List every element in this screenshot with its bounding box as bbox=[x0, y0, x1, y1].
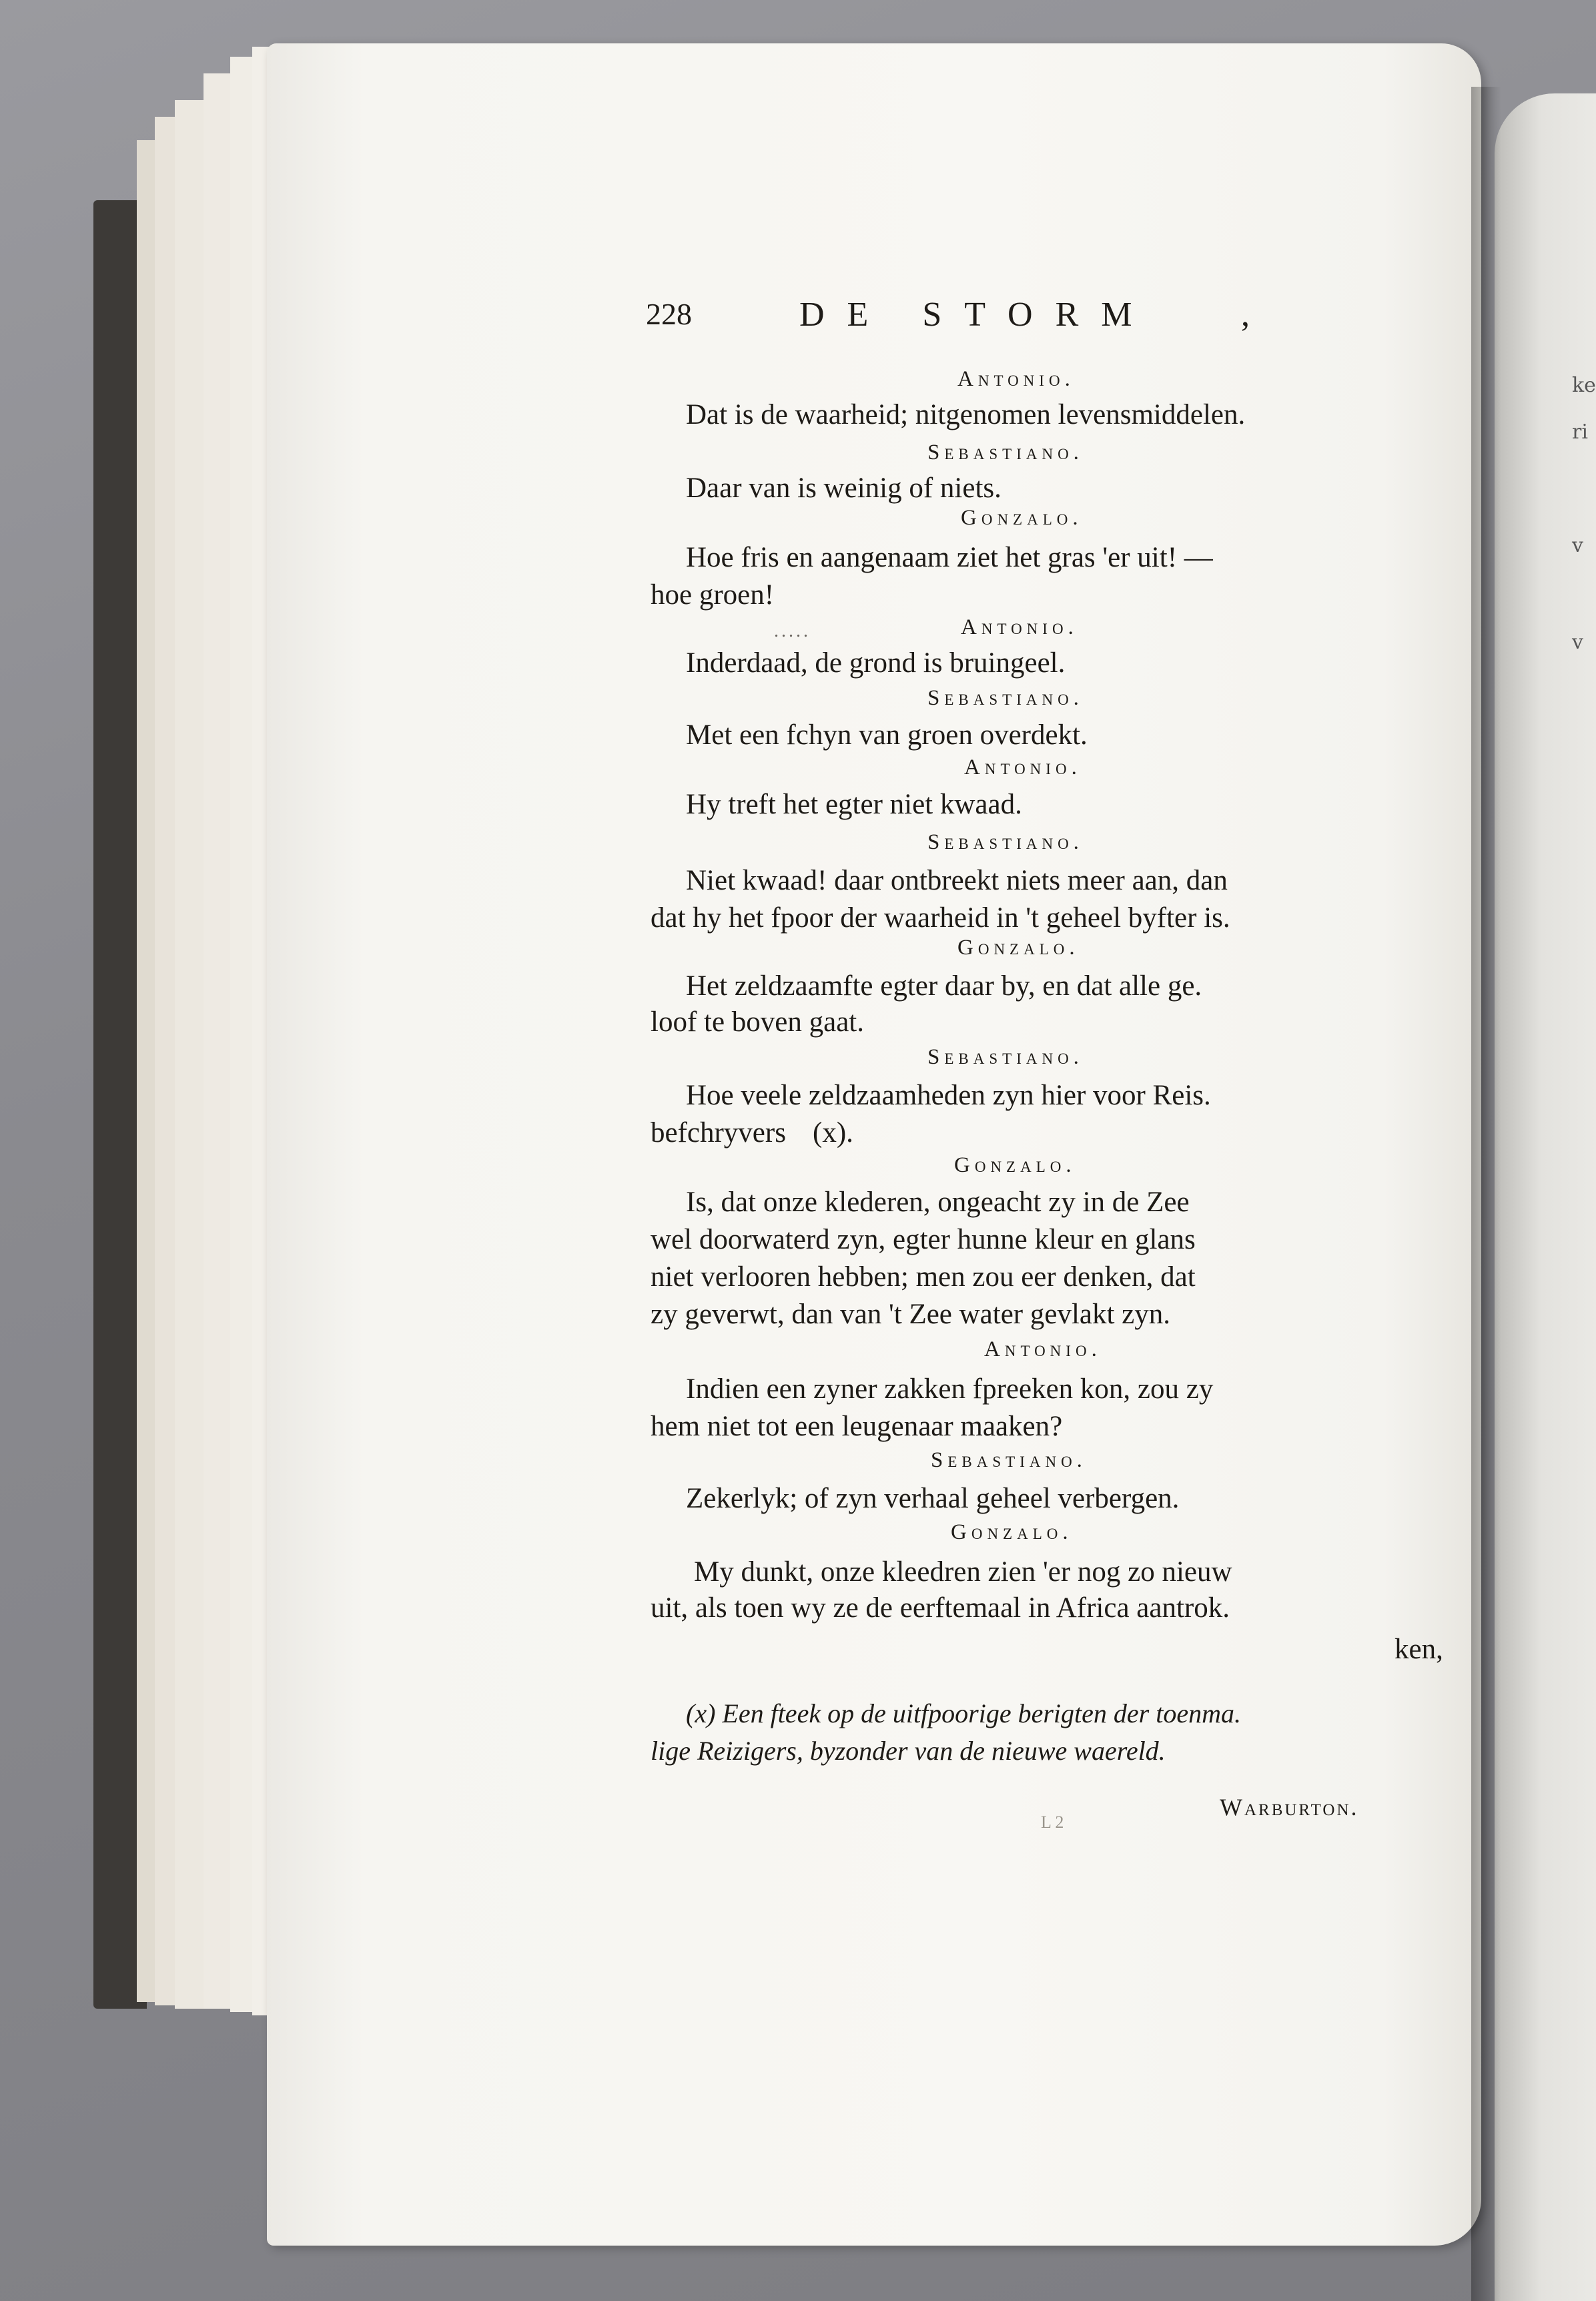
dialogue-line: Hoe veele zeldzaamheden zyn hier voor Reis. bbox=[686, 1080, 1211, 1111]
dialogue-line: Hoe fris en aangenaam ziet het gras 'er uit! — bbox=[686, 542, 1213, 573]
dialogue-line: wel doorwaterd zyn, egter hunne kleur en glans bbox=[651, 1224, 1196, 1255]
speaker-name: Sebastiano. bbox=[927, 440, 1084, 464]
speaker-name: Sebastiano. bbox=[931, 1448, 1087, 1472]
dialogue-line: niet verlooren hebben; men zou eer denken, dat bbox=[651, 1261, 1196, 1293]
dialogue-line: Indien een zyner zakken fpreeken kon, zou zy bbox=[686, 1373, 1214, 1405]
running-title: DE STORM bbox=[799, 296, 1155, 334]
page-number: 228 bbox=[646, 297, 692, 331]
catchword: ken, bbox=[1394, 1634, 1443, 1665]
dot-leader: ..... bbox=[774, 621, 811, 641]
dialogue-line: Daar van is weinig of niets. bbox=[686, 472, 1002, 504]
footnote-line: lige Reizigers, byzonder van de nieuwe waereld. bbox=[651, 1736, 1166, 1766]
facing-page-fragment: v bbox=[1572, 534, 1583, 557]
dialogue-line: Hy treft het egter niet kwaad. bbox=[686, 789, 1022, 820]
speaker-name: Antonio. bbox=[957, 367, 1075, 391]
dialogue-line: Niet kwaad! daar ontbreekt niets meer aan, dan bbox=[686, 865, 1228, 896]
dialogue-line: Is, dat onze klederen, ongeacht zy in de Zee bbox=[686, 1187, 1190, 1218]
facing-page-fragment: v bbox=[1572, 631, 1583, 654]
footnote-attribution: Warburton. bbox=[1220, 1794, 1359, 1821]
running-title-punctuation: , bbox=[1241, 296, 1250, 334]
dialogue-line: Zekerlyk; of zyn verhaal geheel verbergen. bbox=[686, 1483, 1180, 1514]
dialogue-line: befchryvers bbox=[651, 1117, 786, 1148]
speaker-name: Sebastiano. bbox=[927, 830, 1084, 854]
dialogue-line: hem niet tot een leugenaar maaken? bbox=[651, 1411, 1063, 1442]
speaker-name: Antonio. bbox=[964, 755, 1082, 779]
book-page bbox=[267, 43, 1481, 2246]
speaker-name: Antonio. bbox=[961, 615, 1078, 639]
dialogue-line: Inderdaad, de grond is bruingeel. bbox=[686, 647, 1066, 679]
facing-page-fragment: ke bbox=[1572, 374, 1596, 397]
dialogue-line: zy geverwt, dan van 't Zee water gevlakt zyn. bbox=[651, 1299, 1171, 1330]
footnote-reference: (x). bbox=[813, 1117, 853, 1148]
speaker-name: Sebastiano. bbox=[927, 686, 1084, 710]
speaker-name: Gonzalo. bbox=[957, 936, 1080, 960]
signature-mark: L 2 bbox=[1041, 1813, 1064, 1832]
dialogue-line: loof te boven gaat. bbox=[651, 1006, 865, 1038]
footnote-line: (x) Een fteek op de uitfpoorige berigten der toenma. bbox=[686, 1698, 1241, 1728]
dialogue-line: Met een fchyn van groen overdekt. bbox=[686, 719, 1088, 751]
speaker-name: Antonio. bbox=[984, 1337, 1102, 1361]
dialogue-line: uit, als toen wy ze de eerftemaal in Africa aantrok. bbox=[651, 1592, 1230, 1624]
speaker-name: Sebastiano. bbox=[927, 1045, 1084, 1069]
speaker-name: Gonzalo. bbox=[951, 1520, 1073, 1544]
dialogue-line: dat hy het fpoor der waarheid in 't geheel byfter is. bbox=[651, 902, 1230, 934]
dialogue-line: My dunkt, onze kleedren zien 'er nog zo nieuw bbox=[694, 1556, 1232, 1588]
speaker-name: Gonzalo. bbox=[954, 1153, 1076, 1177]
dialogue-line: hoe groen! bbox=[651, 579, 775, 611]
gutter-shadow bbox=[1471, 87, 1501, 2301]
dialogue-line: Het zeldzaamfte egter daar by, en dat alle ge. bbox=[686, 970, 1202, 1002]
facing-page-fragment: ri bbox=[1572, 420, 1588, 444]
dialogue-line: Dat is de waarheid; nitgenomen levensmiddelen. bbox=[686, 399, 1246, 430]
speaker-name: Gonzalo. bbox=[961, 506, 1083, 530]
